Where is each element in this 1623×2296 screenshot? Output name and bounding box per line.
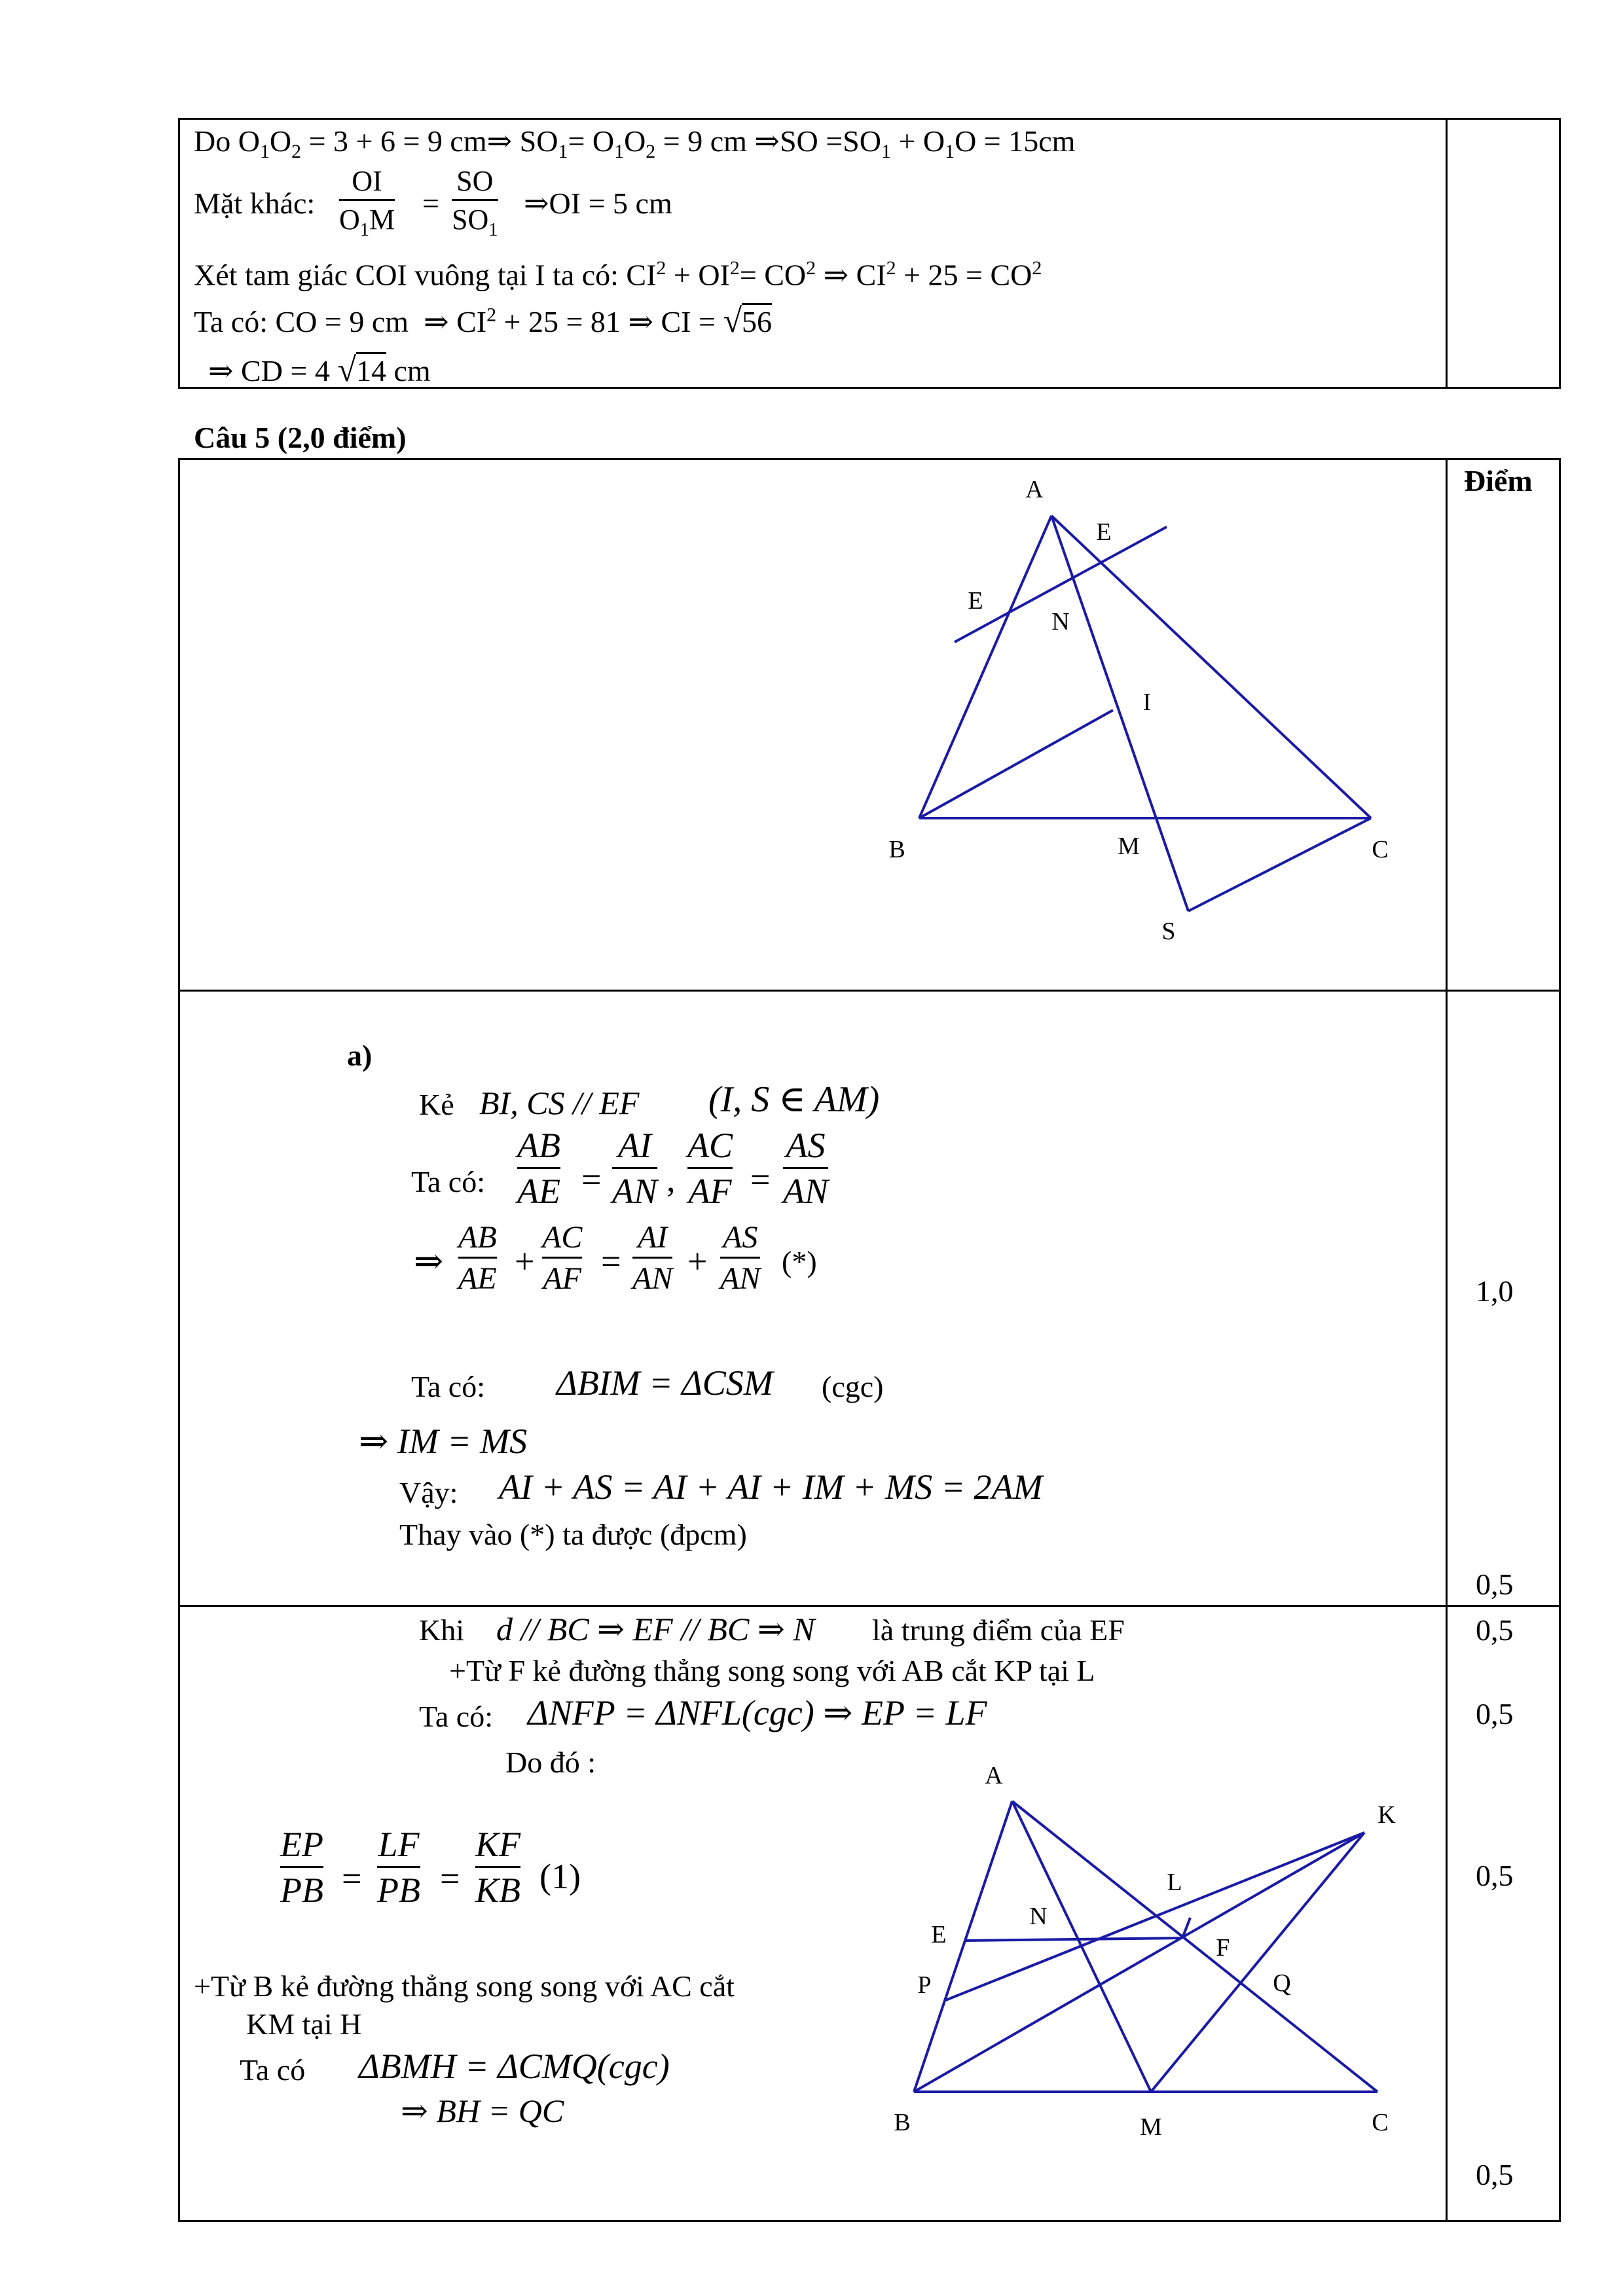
frac-ep-pb: EP PB: [280, 1825, 323, 1910]
fig2-label-N: N: [1029, 1903, 1048, 1930]
fig2-label-M: M: [1140, 2113, 1162, 2141]
part-a-ke: Kẻ: [419, 1088, 454, 1121]
star-ref: (*): [782, 1245, 817, 1278]
s1-line2-result: ⇒OI = 5 cm: [524, 187, 672, 220]
fig2-label-P: P: [917, 1971, 932, 1999]
figure-2-diagram: [851, 1728, 1440, 2199]
frac2-ai-an: AI AN: [632, 1220, 673, 1297]
fig1-label-N: N: [1051, 608, 1070, 636]
s1-frac-oi: OI $O_1M$: [339, 165, 395, 240]
eq-3: =: [601, 1242, 621, 1281]
s1-line2-label: Mặt khác:: [194, 187, 316, 220]
implies-1: ⇒: [414, 1242, 444, 1281]
top-score-divider: [1446, 118, 1448, 389]
eq-1: =: [581, 1160, 602, 1199]
frac2-ac-af: AC AF: [542, 1220, 583, 1297]
tri-bim-csm: ΔBIM = ΔCSM: [556, 1363, 773, 1403]
vay-label: Vậy:: [399, 1476, 458, 1509]
score-b3: 0,5: [1476, 1859, 1514, 1892]
fig1-label-A: A: [1025, 476, 1044, 503]
fig2-label-A: A: [985, 1762, 1003, 1789]
fig1-segment-AB: [919, 516, 1051, 818]
fig1-segment-AC: [1051, 516, 1371, 818]
frac-kf-kb: KF KB: [475, 1825, 521, 1910]
frac2-as-an: AS AN: [720, 1220, 761, 1297]
fig2-segment-MK: [1151, 1833, 1364, 2092]
fig2-label-B: B: [894, 2109, 911, 2136]
eq-b1: =: [342, 1859, 362, 1898]
row-divider-2: [178, 1605, 1561, 1607]
fig2-label-K: K: [1377, 1801, 1396, 1829]
nfp-expr: ΔNFP = ΔNFL(cgc) ⇒ EP = LF: [528, 1693, 987, 1732]
thay-vao: Thay vào (*) ta được (đpcm): [399, 1518, 747, 1551]
part-a-taco2: Ta có:: [411, 1370, 486, 1403]
fig1-label-E-top: E: [1096, 518, 1112, 546]
sum-expr: AI + AS = AI + AI + IM + MS = 2AM: [499, 1467, 1043, 1507]
frac-lf-pb: LF PB: [377, 1825, 420, 1910]
score-header: Điểm: [1464, 464, 1533, 497]
fig2-label-Q: Q: [1273, 1969, 1291, 1997]
fig2-label-E: E: [931, 1921, 947, 1948]
fig2-segment-AC: [1012, 1801, 1377, 2092]
fig2-label-F: F: [1216, 1934, 1230, 1962]
s1-line4: Ta có: CO = 9 cm ⇒ $CI^2 + 25 = 81$ ⇒ CI = √56: [194, 302, 772, 340]
score-a1: 1,0: [1476, 1274, 1514, 1308]
s1-eq: =: [422, 187, 439, 220]
dodo-label: Do đó :: [505, 1746, 596, 1779]
row-divider-1: [178, 990, 1561, 992]
part-a-ke-cond: (I, S ∈ AM): [708, 1079, 880, 1120]
fig1-label-C: C: [1372, 836, 1389, 863]
frac-ac-af: AC AF: [687, 1126, 733, 1211]
score-a2: 0,5: [1476, 1568, 1514, 1601]
plus-1: +: [515, 1242, 535, 1281]
cau5-title: Câu 5 (2,0 điểm): [194, 421, 407, 454]
im-ms: ⇒ IM = MS: [359, 1422, 528, 1461]
tu-b-line1: +Từ B kẻ đường thẳng song song với AC cắt: [194, 1969, 735, 2003]
part-a-taco: Ta có:: [411, 1165, 486, 1198]
s1-line3: Xét tam giác COI vuông tại I ta có: $CI^2 + OI^2= CO^2$ ⇒ $CI^2 + 25 = CO^2$: [194, 257, 1042, 292]
fig1-label-I: I: [1142, 689, 1152, 716]
frac-ab-ae: AB AE: [517, 1126, 560, 1211]
part-a-ke-expr: BI, CS // EF: [479, 1085, 640, 1121]
part-a-label: a): [347, 1039, 373, 1072]
fig2-segment-PK: [944, 1833, 1364, 2001]
fig2-segment-EF: [964, 1938, 1182, 1941]
s1-line1: Do $O_1O_2 = 3 + 6 = 9$ cm⇒ $SO_1= O_1O_2 = 9$ cm ⇒SO $=SO_1 + O_1O = 15cm$: [194, 124, 1076, 163]
eq-b2: =: [440, 1859, 460, 1898]
eq-ref-1: (1): [539, 1857, 581, 1896]
cau5-score-divider: [1446, 458, 1448, 2222]
s1-frac-so: SO $SO_1$: [452, 165, 498, 240]
fig1-label-M: M: [1118, 833, 1140, 860]
bmh-expr: ΔBMH = ΔCMQ(cgc): [359, 2047, 670, 2086]
tu-b-line2: KM tại H: [246, 2007, 362, 2041]
score-b2: 0,5: [1476, 1697, 1514, 1731]
fig1-segment-CS: [1188, 818, 1371, 911]
fig2-segment-BK: [914, 1833, 1364, 2092]
fig1-label-S: S: [1161, 918, 1176, 945]
fig1-label-E-left: E: [968, 587, 983, 615]
part-b-taco2: Ta có: [240, 2053, 306, 2087]
frac-ai-an: AI AN: [612, 1126, 658, 1211]
fig1-label-B: B: [888, 836, 905, 863]
bh-expr: ⇒ BH = QC: [401, 2092, 564, 2129]
plus-2: +: [687, 1242, 708, 1281]
tu-f-line: +Từ F kẻ đường thẳng song song với AB cắt KP tại L: [449, 1654, 1095, 1687]
score-b4: 0,5: [1476, 2158, 1514, 2191]
frac2-ab-ae: AB AE: [458, 1220, 497, 1297]
fig2-segment-AB: [914, 1801, 1012, 2092]
eq-2: =: [750, 1160, 771, 1199]
part-b-taco: Ta có:: [419, 1700, 494, 1733]
fig1-segment-BI: [919, 710, 1113, 818]
khi-expr: d // BC ⇒ EF // BC ⇒ N: [496, 1611, 815, 1647]
khi-label: Khi: [419, 1613, 464, 1647]
cgc-1: (cgc): [822, 1370, 884, 1403]
figure-1-diagram: [851, 458, 1440, 982]
fig2-label-L: L: [1167, 1869, 1182, 1896]
score-b1: 0,5: [1476, 1613, 1514, 1647]
khi-tail: là trung điểm của EF: [872, 1613, 1125, 1647]
s1-line5: ⇒ CD = 4 √14 cm: [208, 351, 431, 389]
frac-as-an: AS AN: [783, 1126, 829, 1211]
comma-1: ,: [666, 1160, 676, 1199]
fig2-label-C: C: [1372, 2109, 1389, 2136]
